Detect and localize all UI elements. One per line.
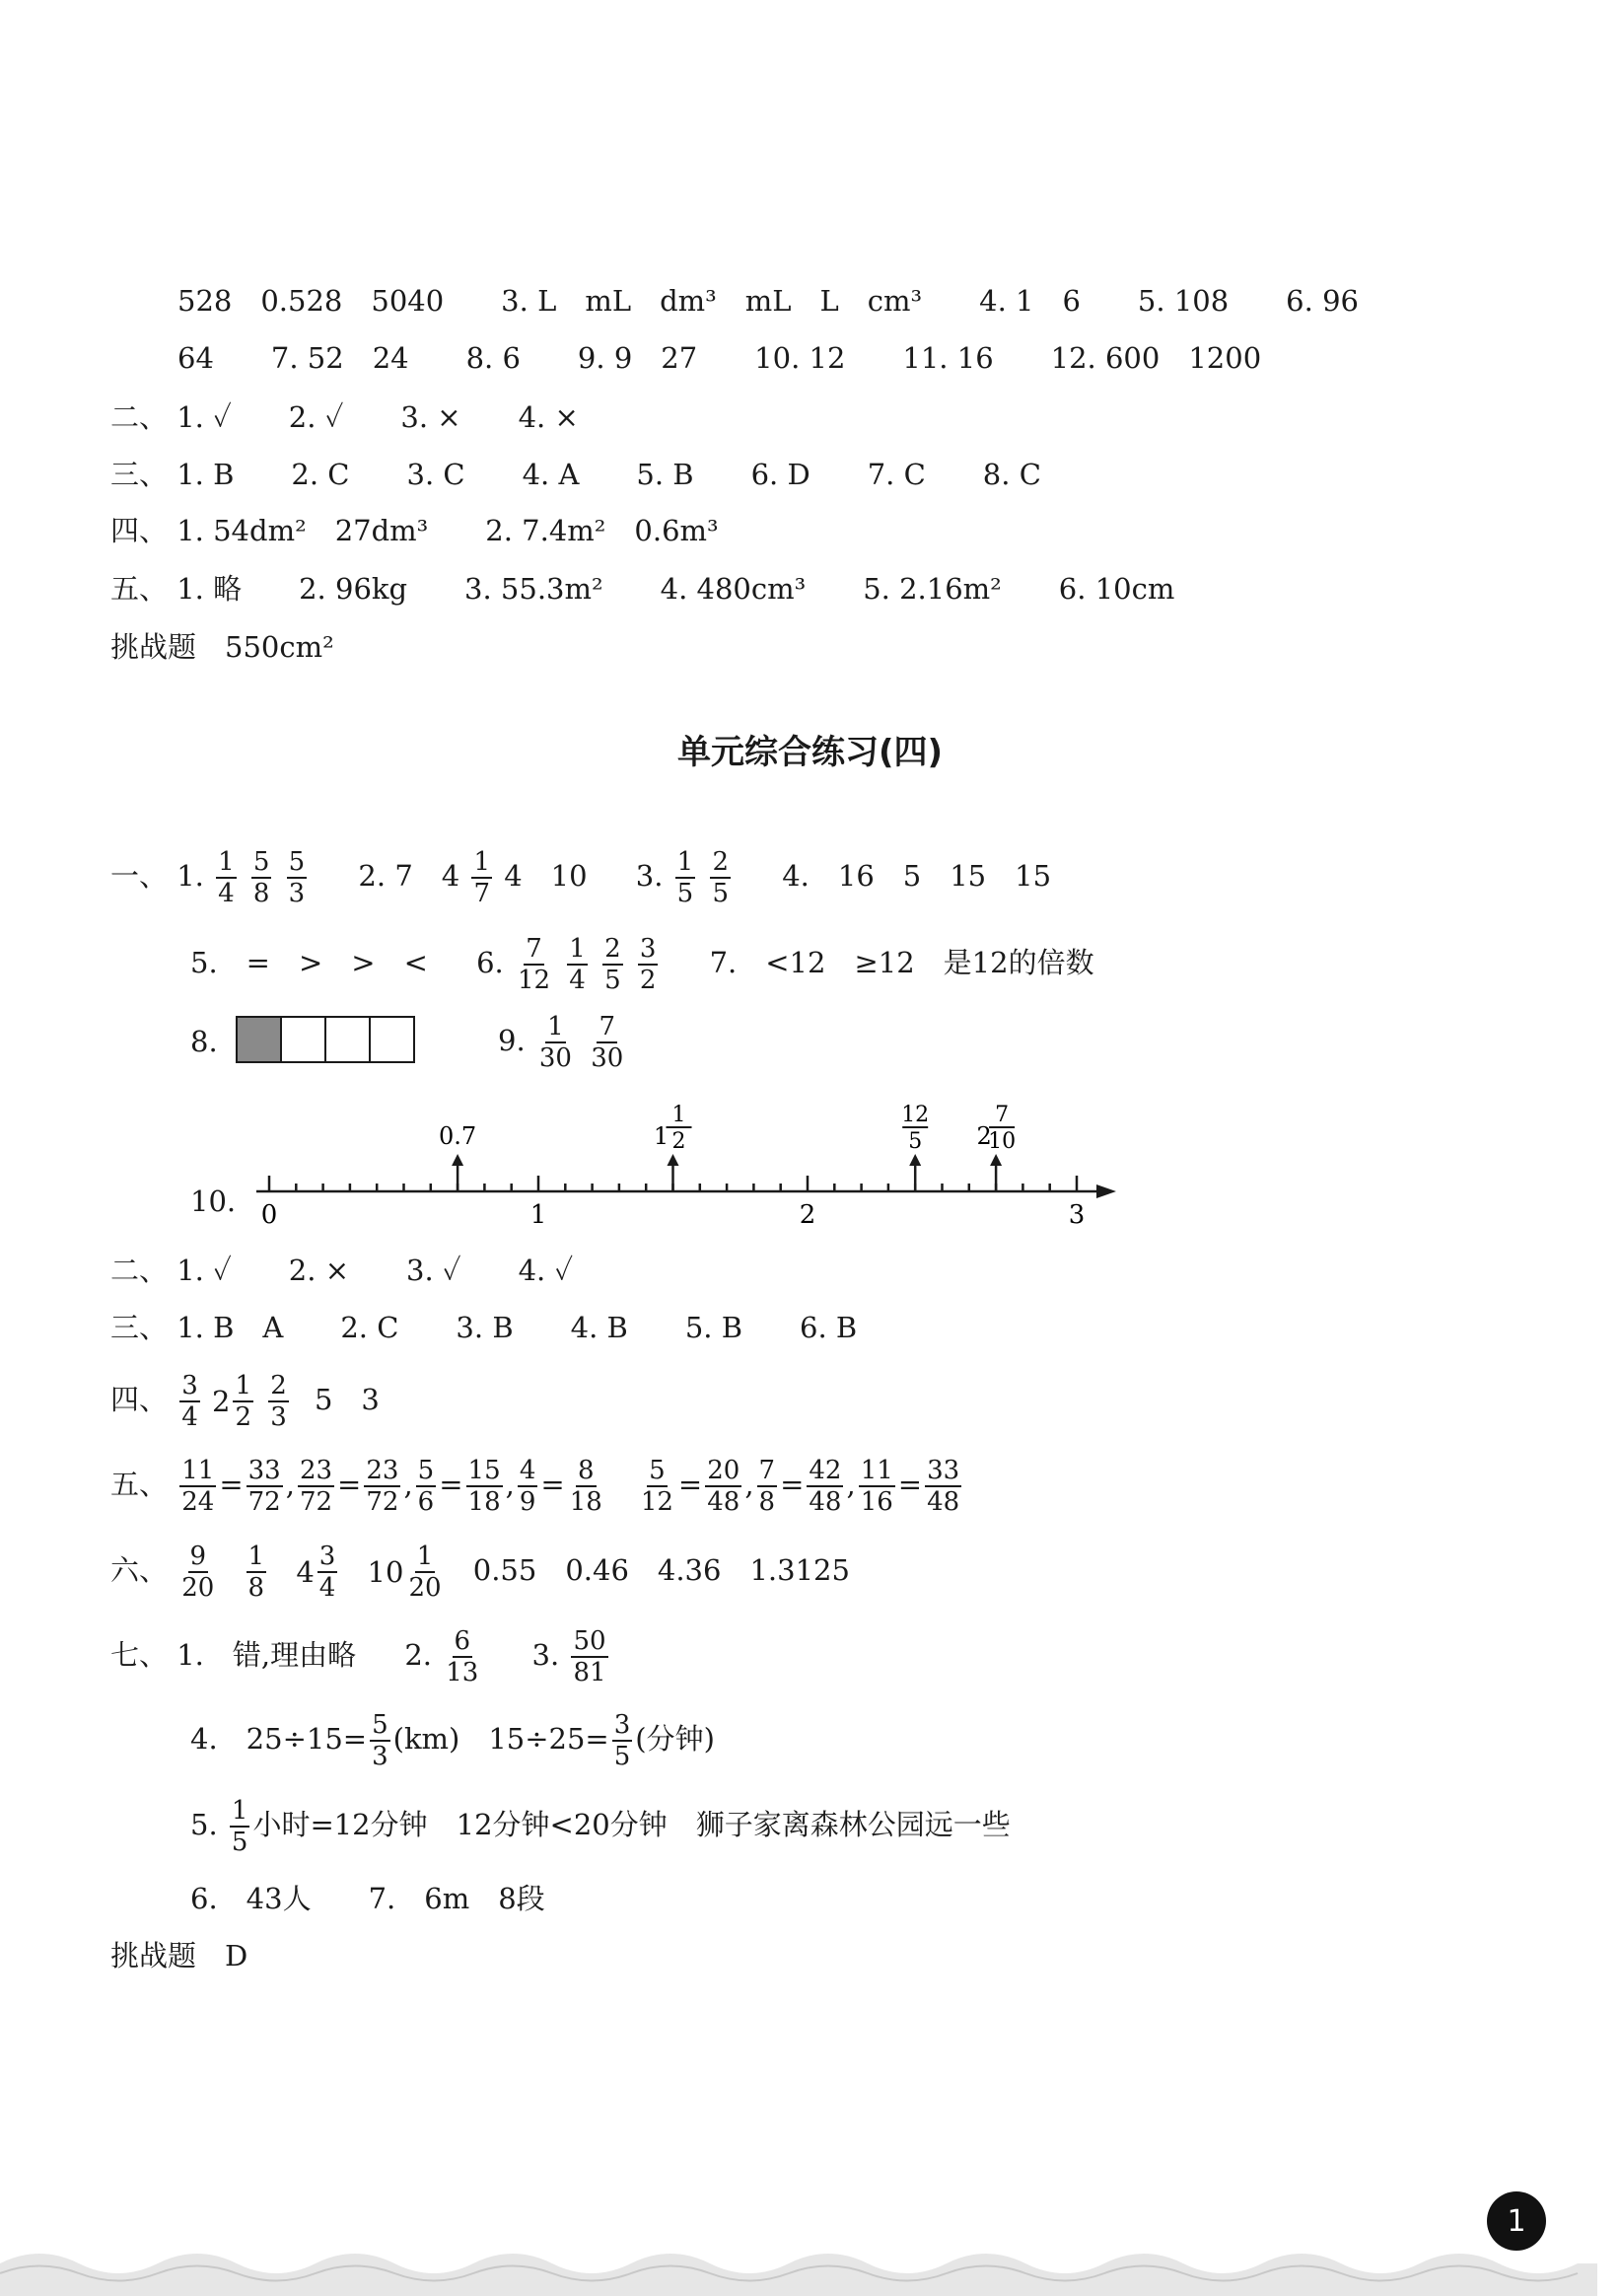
challenge-bottom: 挑战题 D bbox=[110, 1939, 248, 1973]
mark-arrow-head bbox=[452, 1154, 463, 1166]
fraction: $\frac{4}{9}$ bbox=[519, 1456, 536, 1517]
box-empty bbox=[369, 1016, 415, 1063]
q8-num: 8. bbox=[190, 1025, 218, 1058]
section-san-2: 三、 1. B A 2. C 3. B 4. B 5. B 6. B bbox=[110, 1311, 858, 1344]
mark-label: 7 bbox=[995, 1103, 1010, 1127]
fraction: $\frac{5}{12}$ bbox=[640, 1456, 673, 1517]
number-line bbox=[247, 1095, 1134, 1243]
mark-arrow-head bbox=[668, 1154, 679, 1166]
box-empty bbox=[324, 1016, 371, 1063]
q9 bbox=[498, 1006, 628, 1075]
axis-label: 3 bbox=[1068, 1200, 1086, 1230]
section-si-2 bbox=[110, 1365, 380, 1436]
yi-row-2 bbox=[190, 928, 1094, 997]
mark-arrow-head bbox=[909, 1154, 921, 1166]
mark-label: 1 bbox=[653, 1122, 669, 1150]
qi-q5 bbox=[190, 1790, 1011, 1859]
fraction: $\frac{1}{5}$ bbox=[231, 1796, 248, 1857]
fraction: $\frac{23}{72}$ bbox=[366, 1456, 399, 1517]
mixed-number: 10 $\frac{1}{20}$ bbox=[367, 1542, 442, 1603]
footer-wave bbox=[0, 2204, 1620, 2296]
fraction: $\frac{5}{6}$ bbox=[417, 1456, 435, 1517]
si-post: 5 3 bbox=[314, 1383, 380, 1416]
section-title: 单元综合练习(四) bbox=[676, 733, 944, 772]
fraction: $\frac{3}{4}$ bbox=[181, 1371, 198, 1432]
q1-num: 1. bbox=[176, 859, 204, 893]
fraction: $\frac{7}{30}$ bbox=[591, 1012, 624, 1073]
q6-num: 6. bbox=[476, 946, 504, 979]
qi-q6-q7: 6. 43人 7. 6m 8段 bbox=[190, 1882, 545, 1915]
fraction: $\frac{9}{20}$ bbox=[181, 1542, 215, 1603]
liu-label: 六、 bbox=[110, 1553, 169, 1587]
q4: 4. 16 5 15 15 bbox=[782, 859, 1052, 893]
wu-equations: $\frac{11}{24}$ = $\frac{33}{72}$ , $\frac{23}{72}$ = $\frac{23}{72}$ , $\frac{5}{6}$ = $\frac{15}{18}$ , $\frac{4}{9}$ = $\frac{8}{18}$ $\frac{5}{12}$ = $\frac{20}{48}$ , $\frac{7}{8}$ = $\frac{42}{48}$ , $\frac{11}{16}$ = $\frac{33}{48}$ bbox=[181, 1456, 960, 1517]
si-label: 四、 bbox=[110, 1383, 169, 1416]
fraction: $\frac{6}{13}$ bbox=[446, 1626, 479, 1687]
liu-post: 0.55 0.46 4.36 1.3125 bbox=[472, 1553, 850, 1587]
fraction: $\frac{1}{7}$ bbox=[473, 847, 490, 908]
axis-arrow bbox=[1096, 1184, 1116, 1198]
fraction: $\frac{20}{48}$ bbox=[707, 1456, 740, 1517]
q8-boxes bbox=[238, 1016, 415, 1063]
section-wu-2 bbox=[110, 1450, 964, 1519]
q9-num: 9. bbox=[498, 1024, 526, 1057]
q7: 7. <12 ≥12 是12的倍数 bbox=[709, 946, 1094, 979]
qi-q4 bbox=[190, 1704, 715, 1773]
fraction: $\frac{33}{72}$ bbox=[247, 1456, 281, 1517]
box-shaded bbox=[236, 1016, 282, 1063]
section-wu: 五、 1. 略 2. 96kg 3. 55.3m² 4. 480cm³ 5. 2.16m² 6. 10cm bbox=[110, 572, 1175, 606]
answer-line-1: 528 0.528 5040 3. L mL dm³ mL L cm³ 4. 1 6 5. 108 6. 96 bbox=[177, 284, 1359, 318]
qi-q4-pre: 4. 25÷15= bbox=[190, 1722, 368, 1756]
axis-label: 1 bbox=[529, 1200, 547, 1230]
qi-q2-num: 2. bbox=[404, 1638, 433, 1672]
section-er: 二、 1. ✓ 2. ✓ 3. × 4. × bbox=[110, 400, 579, 434]
fraction: $\frac{1}{4}$ bbox=[218, 847, 235, 908]
fraction: $\frac{42}{48}$ bbox=[809, 1456, 842, 1517]
yi-label: 一、 bbox=[110, 859, 169, 893]
q10-num: 10. bbox=[190, 1184, 237, 1218]
fraction: $\frac{2}{5}$ bbox=[712, 847, 729, 908]
fraction: $\frac{3}{2}$ bbox=[639, 934, 657, 995]
fraction: $\frac{15}{18}$ bbox=[467, 1456, 501, 1517]
fraction: $\frac{23}{72}$ bbox=[299, 1456, 333, 1517]
fraction: $\frac{11}{24}$ bbox=[181, 1456, 215, 1517]
mark-arrow-head bbox=[990, 1154, 1002, 1166]
mark-label: 0.7 bbox=[439, 1122, 477, 1150]
mark-label: 1 bbox=[671, 1103, 686, 1127]
qi-q5-post: 小时=12分钟 12分钟<20分钟 狮子家离森林公园远一些 bbox=[252, 1808, 1011, 1841]
qi-label: 七、 bbox=[110, 1638, 169, 1672]
fraction: $\frac{2}{5}$ bbox=[604, 934, 621, 995]
challenge-top: 挑战题 550cm² bbox=[110, 630, 334, 664]
section-san: 三、 1. B 2. C 3. C 4. A 5. B 6. D 7. C 8. C bbox=[110, 458, 1041, 491]
fraction: $\frac{50}{81}$ bbox=[573, 1626, 606, 1687]
q2-post: 4 10 bbox=[504, 859, 588, 893]
fraction: $\frac{5}{3}$ bbox=[372, 1710, 388, 1771]
fraction: $\frac{8}{18}$ bbox=[569, 1456, 602, 1517]
fraction: $\frac{1}{30}$ bbox=[538, 1012, 572, 1073]
q3-num: 3. bbox=[635, 859, 664, 893]
q2-pre: 7 4 bbox=[394, 859, 460, 893]
mark-label: 5 bbox=[908, 1129, 923, 1154]
answer-line-2: 64 7. 52 24 8. 6 9. 9 27 10. 12 11. 16 12. 600 1200 bbox=[177, 341, 1262, 375]
mixed-number: 2 $\frac{1}{2}$ bbox=[212, 1371, 251, 1432]
mark-label: 10 bbox=[988, 1129, 1017, 1154]
q5: 5. = > > < bbox=[190, 946, 428, 979]
fraction: $\frac{3}{5}$ bbox=[613, 1710, 631, 1771]
mark-label: 12 bbox=[901, 1103, 930, 1127]
mark-label: 2 bbox=[976, 1122, 992, 1150]
mark-label: 2 bbox=[671, 1129, 686, 1154]
qi-q1: 1. 错,理由略 bbox=[176, 1638, 357, 1672]
fraction: $\frac{1}{5}$ bbox=[676, 847, 694, 908]
qi-q4-mid: (km) 15÷25= bbox=[392, 1722, 609, 1756]
fraction: $\frac{7}{8}$ bbox=[758, 1456, 776, 1517]
qi-q3-num: 3. bbox=[531, 1638, 560, 1672]
fraction: $\frac{1}{4}$ bbox=[569, 934, 586, 995]
qi-q4-post: (分钟) bbox=[635, 1722, 715, 1756]
fraction: $\frac{7}{12}$ bbox=[517, 934, 551, 995]
qi-q5-pre: 5. bbox=[190, 1808, 218, 1841]
fraction: $\frac{33}{48}$ bbox=[927, 1456, 960, 1517]
yi-row-1 bbox=[110, 841, 1051, 910]
mixed-number: 4 $\frac{3}{4}$ bbox=[296, 1542, 336, 1603]
fraction: $\frac{1}{8}$ bbox=[247, 1542, 265, 1603]
wu-label: 五、 bbox=[110, 1468, 169, 1501]
axis-label: 2 bbox=[799, 1200, 816, 1230]
fraction: $\frac{5}{3}$ bbox=[288, 847, 306, 908]
axis-label: 0 bbox=[260, 1200, 278, 1230]
fraction: $\frac{11}{16}$ bbox=[860, 1456, 893, 1517]
section-er-2: 二、 1. ✓ 2. × 3. ✓ 4. ✓ bbox=[110, 1254, 574, 1287]
fraction: $\frac{5}{8}$ bbox=[252, 847, 270, 908]
box-empty bbox=[280, 1016, 326, 1063]
section-si: 四、 1. 54dm² 27dm³ 2. 7.4m² 0.6m³ bbox=[110, 514, 719, 547]
section-qi-row-1 bbox=[110, 1620, 611, 1689]
page-number: 1 bbox=[1487, 2191, 1546, 2251]
q2-num: 2. bbox=[358, 859, 387, 893]
section-liu bbox=[110, 1536, 850, 1607]
fraction: $\frac{2}{3}$ bbox=[270, 1371, 287, 1432]
